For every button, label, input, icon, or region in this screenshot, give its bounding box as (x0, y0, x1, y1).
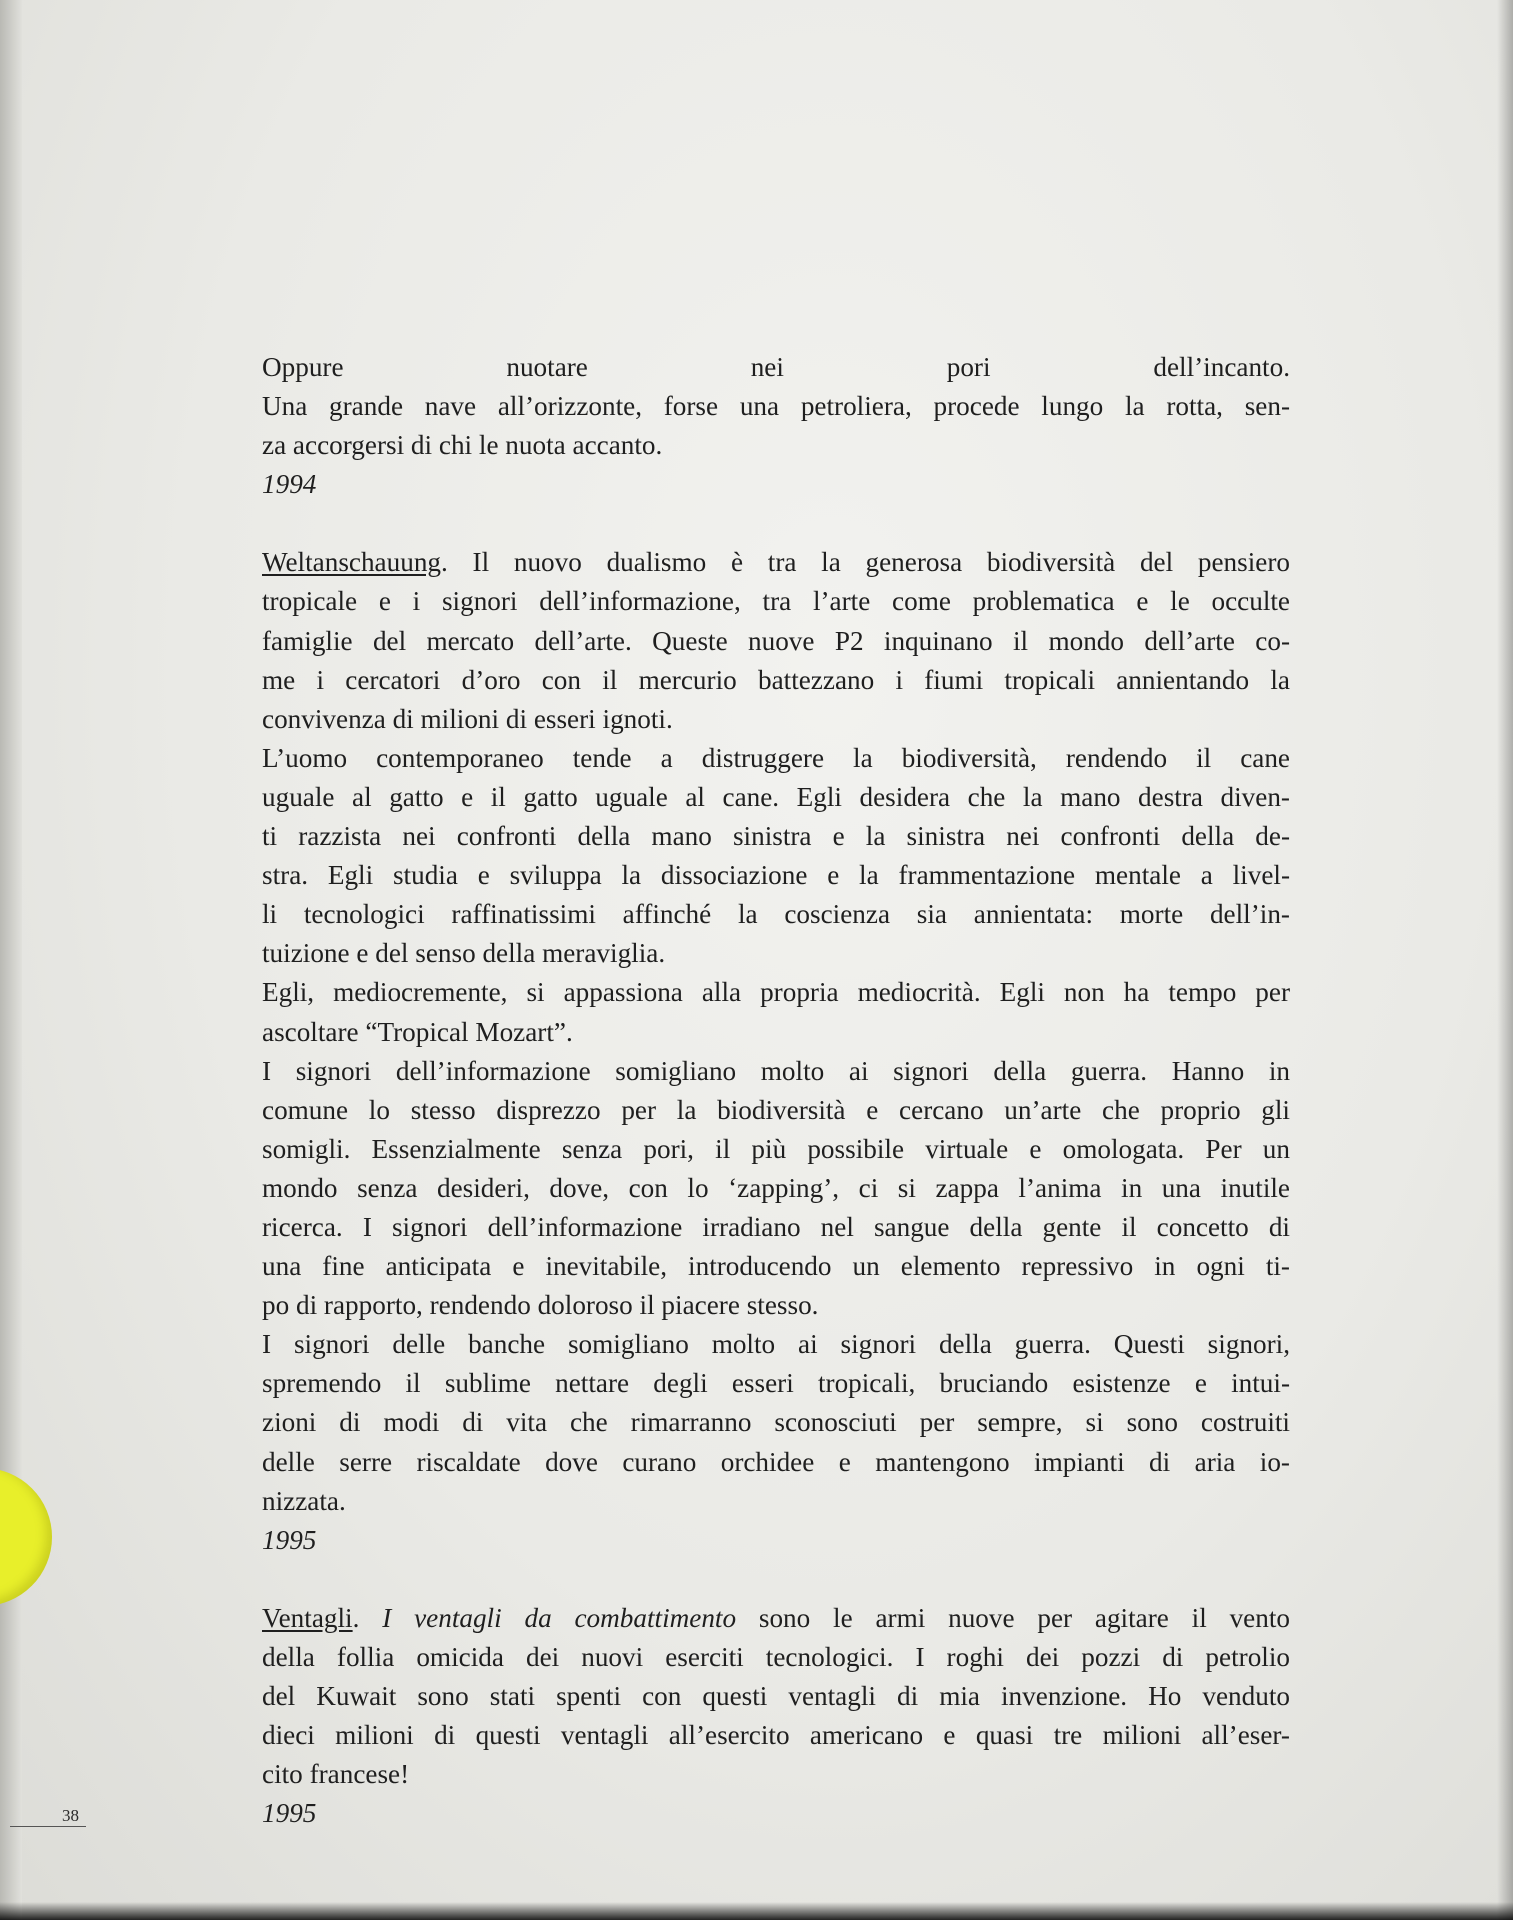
text-line: spremendo il sublime nettare degli esseri tropicali, bruciando esistenze e intui- (262, 1368, 1290, 1399)
text-line: cito francese! (262, 1759, 410, 1790)
text-line: nizzata. (262, 1485, 346, 1516)
text-line: Egli, mediocremente, si appassiona alla propria mediocrità. Egli non ha tempo per (262, 977, 1290, 1008)
text-line: po di rapporto, rendendo doloroso il piacere stesso. (262, 1290, 819, 1321)
text-line: ascoltare “Tropical Mozart”. (262, 1016, 573, 1047)
page-number: 38 (62, 1806, 79, 1825)
text-line: somigli. Essenzialmente senza pori, il più possibile virtuale e omologata. Per un (262, 1133, 1290, 1164)
text-line: convivenza di milioni di esseri ignoti. (262, 703, 673, 734)
text-line (262, 543, 1290, 582)
text-line: una fine anticipata e inevitabile, introducendo un elemento repressivo in ogni ti- (262, 1251, 1290, 1282)
text-line-rest: sono le armi nuove per agitare il vento (736, 1602, 1290, 1633)
text-line: Una grande nave all’orizzonte, forse una petroliera, procede lungo la rotta, sen- (262, 391, 1290, 422)
text-line: dieci milioni di questi ventagli all’esercito americano e quasi tre milioni all’eser- (262, 1720, 1290, 1751)
page-bottom-shadow (0, 1902, 1513, 1920)
text-line: Oppure nuotare nei pori dell’incanto. (262, 352, 1290, 382)
text-line: della follia omicida dei nuovi eserciti tecnologici. I roghi dei pozzi di petrolio (262, 1641, 1290, 1672)
text-line: tropicale e i signori dell’informazione, tra l’arte come problematica e le occulte (262, 586, 1290, 617)
year-1994: 1994 (262, 469, 317, 500)
heading-weltanschauung: Weltanschauung (262, 547, 442, 578)
text-line: zioni di modi di vita che rimarranno sconosciuti per sempre, si sono costruiti (262, 1407, 1290, 1438)
text-line: stra. Egli studia e sviluppa la dissociazione e la frammentazione mentale a livel- (262, 860, 1290, 891)
page-text (262, 348, 1290, 1833)
text-line: comune lo stesso disprezzo per la biodiversità e cercano un’arte che proprio gli (262, 1094, 1290, 1125)
text-line: za accorgersi di chi le nuota accanto. (262, 430, 663, 461)
text-line: mondo senza desideri, dove, con lo ‘zapping’, ci si zappa l’anima in una inutile (262, 1172, 1290, 1203)
text-line: me i cercatori d’oro con il mercurio battezzano i fiumi tropicali annientando la (262, 664, 1290, 695)
text-line: tuizione e del senso della meraviglia. (262, 938, 666, 969)
heading-ventagli: Ventagli (262, 1602, 353, 1633)
page-number-rule (10, 1826, 86, 1827)
text-line: I signori dell’informazione somigliano molto ai signori della guerra. Hanno in (262, 1055, 1290, 1086)
text-line: ricerca. I signori dell’informazione irradiano nel sangue della gente il concetto di (262, 1211, 1290, 1242)
text-line: ti razzista nei confronti della mano sinistra e la sinistra nei confronti della de- (262, 821, 1290, 852)
text-line: uguale al gatto e il gatto uguale al cane. Egli desidera che la mano destra diven- (262, 781, 1290, 812)
page-edge (0, 0, 22, 1920)
year-1995: 1995 (262, 1798, 317, 1829)
text-line: delle serre riscaldate dove curano orchidee e mantengono impianti di aria io- (262, 1446, 1290, 1477)
sticky-tab (0, 1468, 52, 1606)
text-line: li tecnologici raffinatissimi affinché la coscienza sia annientata: morte dell’in- (262, 899, 1290, 930)
text-line-rest: . Il nuovo dualismo è tra la generosa biodiversità del pensiero (441, 547, 1290, 578)
year-1995: 1995 (262, 1524, 317, 1555)
text-line: famiglie del mercato dell’arte. Queste nuove P2 inquinano il mondo dell’arte co- (262, 625, 1290, 656)
italic-phrase: I ventagli da combattimento (382, 1602, 737, 1633)
text-line: L’uomo contemporaneo tende a distruggere la biodiversità, rendendo il cane (262, 742, 1290, 773)
text-line: del Kuwait sono stati spenti con questi ventagli di mia invenzione. Ho venduto (262, 1681, 1290, 1711)
text-line: I signori delle banche somigliano molto ai signori della guerra. Questi signori, (262, 1329, 1290, 1360)
text-line: Ventagli. I ventagli da combattimento sono le armi nuove per agitare il vento (262, 1602, 1290, 1633)
page-right-shadow (1497, 0, 1513, 1920)
